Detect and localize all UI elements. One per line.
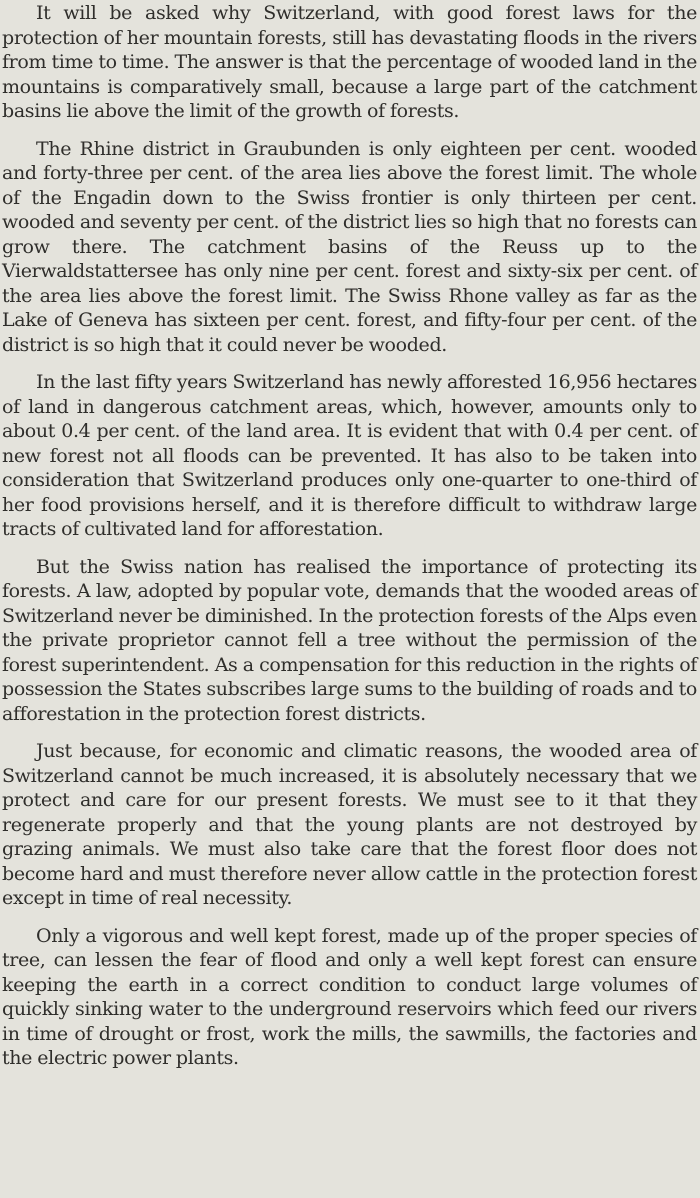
paragraph-4: But the Swiss nation has realised the importance of protecting its forests. A law, adopted by popular vote, demands that the wooded areas of Switzerland never be diminished. In the protection forests of the Alps even the private proprietor cannot fell a tree without the permission of the forest superintendent. As a compensation for this reduction in the rights of possession the States subscribes large sums to the building of roads and to afforestation in the protection forest districts.: [2, 555, 697, 725]
paragraph-5: Just because, for economic and climatic reasons, the wooded area of Switzerland cannot be much increased, it is absolutely necessary that we protect and care for our present forests. We must see to it that they regenerate properly and that the young plants are not destroyed by grazing animals. We must also take care that the forest floor does not become hard and must therefore never allow cattle in the protection forest except in time of real necessity.: [2, 740, 697, 909]
paragraph-2: The Rhine district in Graubunden is only eighteen per cent. wooded and forty-three per cent. of the area lies above the forest limit. The whole of the Engadin down to the Swiss frontier is only thirteen per cent. wooded and seventy per cent. of the district lies so high that no forests can grow there. The catchment basins of the Reuss up to the Vierwaldstattersee has only nine per cent. forest and sixty-six per cent. of the area lies above the forest limit. The Swiss Rhone valley as far as the Lake of Geneva has sixteen per cent. forest, and fifty-four per cent. of the district is so high that it could never be wooded.: [2, 137, 697, 356]
paragraph-6: Only a vigorous and well kept forest, made up of the proper species of tree, can lessen the fear of flood and only a well kept forest can ensure keeping the earth in a correct condition to conduct large volumes of quickly sinking water to the underground reservoirs which feed our rivers in time of drought or frost, work the mills, the sawmills, the factories and the electric power plants.: [2, 924, 697, 1069]
paragraph-1: It will be asked why Switzerland, with good forest laws for the protection of her mountain forests, still has devastating floods in the rivers from time to time. The answer is that the percentage of wooded land in the mountains is comparatively small, because a large part of the catchment basins lie above the limit of the growth of forests.: [2, 2, 697, 122]
paragraph-3: In the last fifty years Switzerland has newly afforested 16,956 hectares of land in dangerous catchment areas, which, however, amounts only to about 0.4 per cent. of the land area. It is evident that with 0.4 per cent. of new forest not all floods can be prevented. It has also to be taken into consideration that Switzerland produces only one-quarter to one-third of her food provisions herself, and it is therefore difficult to withdraw large tracts of cultivated land for afforestation.: [2, 371, 697, 540]
